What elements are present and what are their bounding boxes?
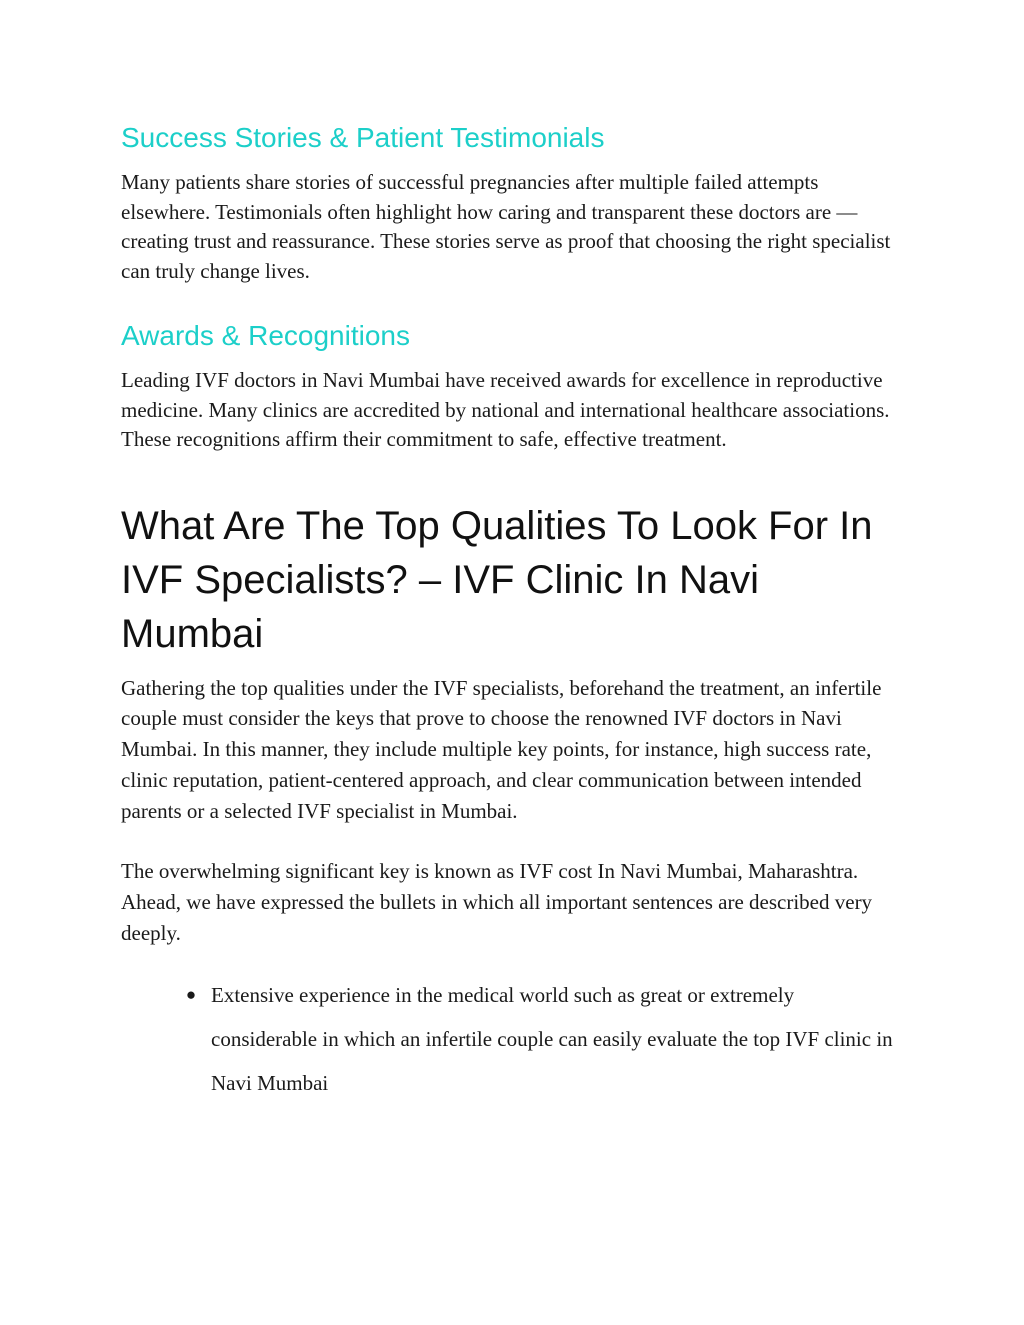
main-heading: What Are The Top Qualities To Look For In IVF Specialists? – IVF Clinic In Navi Mumbai <box>121 503 873 656</box>
section-heading-awards: Awards & Recognitions <box>121 320 410 351</box>
bullet-dot-icon: ● <box>185 984 197 1004</box>
list-item <box>121 973 901 1105</box>
bullet-list <box>121 973 901 1105</box>
section-body-success-stories: Many patients share stories of successful pregnancies after multiple failed attempts elsewhere. Testimonials often highlight how caring and transparent these doctors are — creating trust and reassurance. These stories serve as proof that choosing the right specialist can truly change lives. <box>121 170 891 283</box>
bullet-text: Extensive experience in the medical world such as great or extremely considerable in which an infertile couple can easily evaluate the top IVF clinic in Navi Mumbai <box>211 982 893 1095</box>
section-heading-success-stories: Success Stories & Patient Testimonials <box>121 122 605 153</box>
section-body-awards: Leading IVF doctors in Navi Mumbai have received awards for excellence in reproductive medicine. Many clinics are accredited by national and international healthcare associations. These recognitions affirm their commitment to safe, effective treatment. <box>121 368 890 451</box>
document-content <box>121 118 901 1105</box>
main-paragraph-qualities: Gathering the top qualities under the IVF specialists, beforehand the treatment, an infertile couple must consider the keys that prove to choose the renowned IVF doctors in Navi Mumbai. In this manner, they include multiple key points, for instance, high success rate, clinic reputation, patient-centered approach, and clear communication between intended parents or a selected IVF specialist in Mumbai. <box>121 675 882 823</box>
main-paragraph-cost: The overwhelming significant key is known as IVF cost In Navi Mumbai, Maharashtra. Ahead, we have expressed the bullets in which all important sentences are described very deeply. <box>121 859 873 946</box>
